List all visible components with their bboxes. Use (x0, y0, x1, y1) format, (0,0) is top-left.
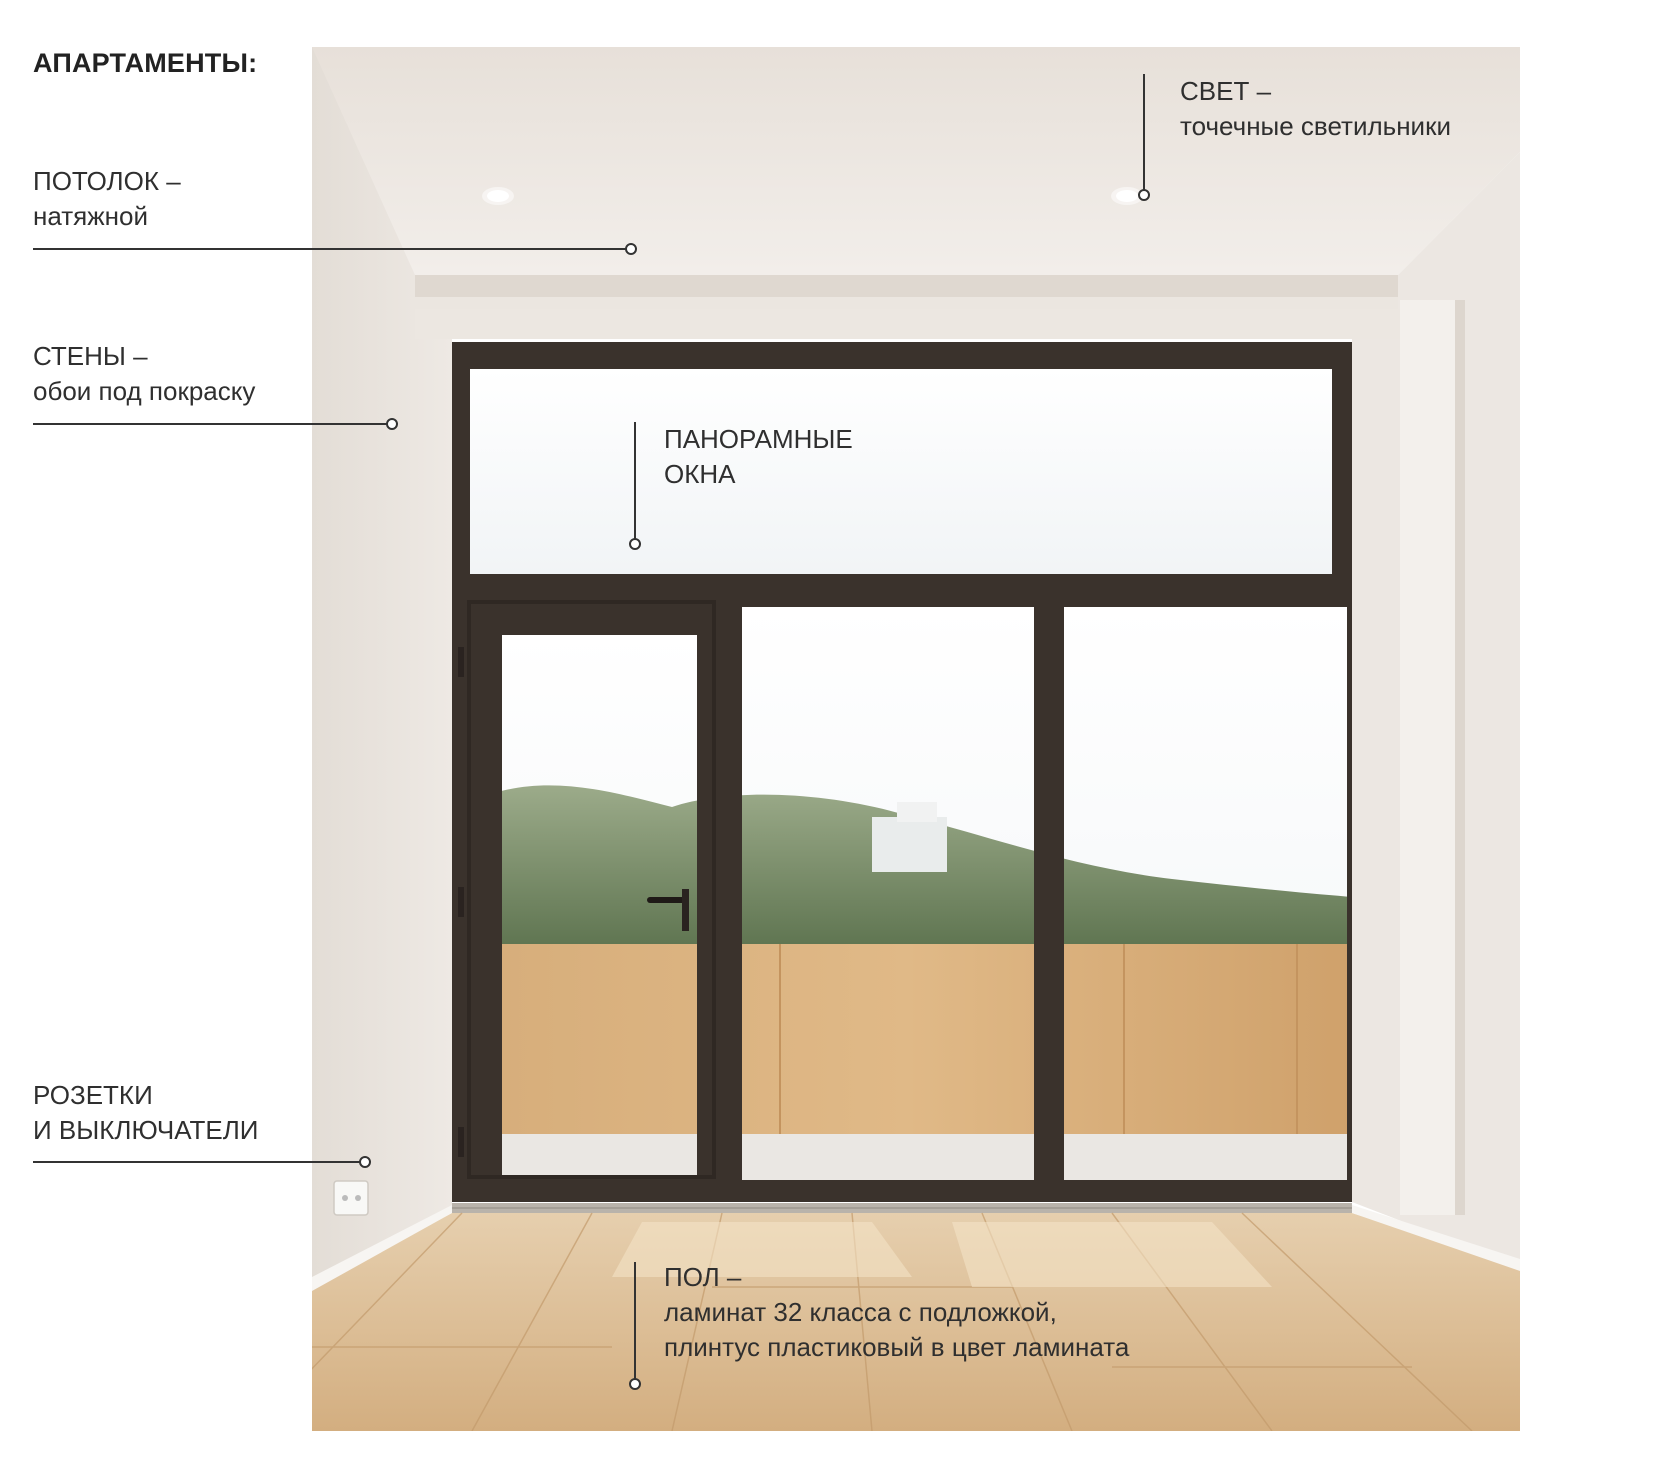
callout-sockets-marker (359, 1156, 371, 1168)
callout-ceiling-detail: натяжной (33, 201, 148, 231)
callout-light (1180, 74, 1451, 144)
callout-ceiling-marker (625, 243, 637, 255)
callout-sockets (33, 1078, 259, 1148)
callout-floor (664, 1260, 1129, 1365)
callout-ceiling-title: ПОТОЛОК – (33, 166, 181, 196)
callout-light-title: СВЕТ – (1180, 76, 1272, 106)
callout-walls (33, 339, 255, 409)
callout-walls-marker (386, 418, 398, 430)
callout-windows-marker (629, 538, 641, 550)
callout-windows (664, 422, 853, 492)
callout-walls-detail: обои под покраску (33, 376, 256, 406)
callout-sockets-leader (33, 1161, 363, 1163)
callout-floor-leader (634, 1262, 636, 1380)
callout-sockets-title: РОЗЕТКИ (33, 1080, 153, 1110)
callout-floor-detail-line2: плинтус пластиковый в цвет ламината (664, 1332, 1130, 1362)
callout-light-detail: точечные светильники (1180, 111, 1451, 141)
callout-sockets-detail: И ВЫКЛЮЧАТЕЛИ (33, 1115, 259, 1145)
callout-light-leader (1143, 74, 1145, 191)
callout-floor-detail-line1: ламинат 32 класса с подложкой, (664, 1297, 1057, 1327)
apartment-interior-photo (312, 47, 1520, 1431)
callout-windows-leader (634, 422, 636, 540)
callout-walls-leader (33, 423, 389, 425)
callout-floor-title: ПОЛ – (664, 1262, 742, 1292)
callout-windows-title: ПАНОРАМНЫЕ (664, 424, 853, 454)
page-title: АПАРТАМЕНТЫ: (33, 48, 258, 78)
callout-light-marker (1138, 189, 1150, 201)
callout-ceiling (33, 164, 181, 234)
callout-ceiling-leader (33, 248, 628, 250)
callout-walls-title: СТЕНЫ – (33, 341, 148, 371)
callout-windows-detail: ОКНА (664, 459, 736, 489)
callout-floor-marker (629, 1378, 641, 1390)
